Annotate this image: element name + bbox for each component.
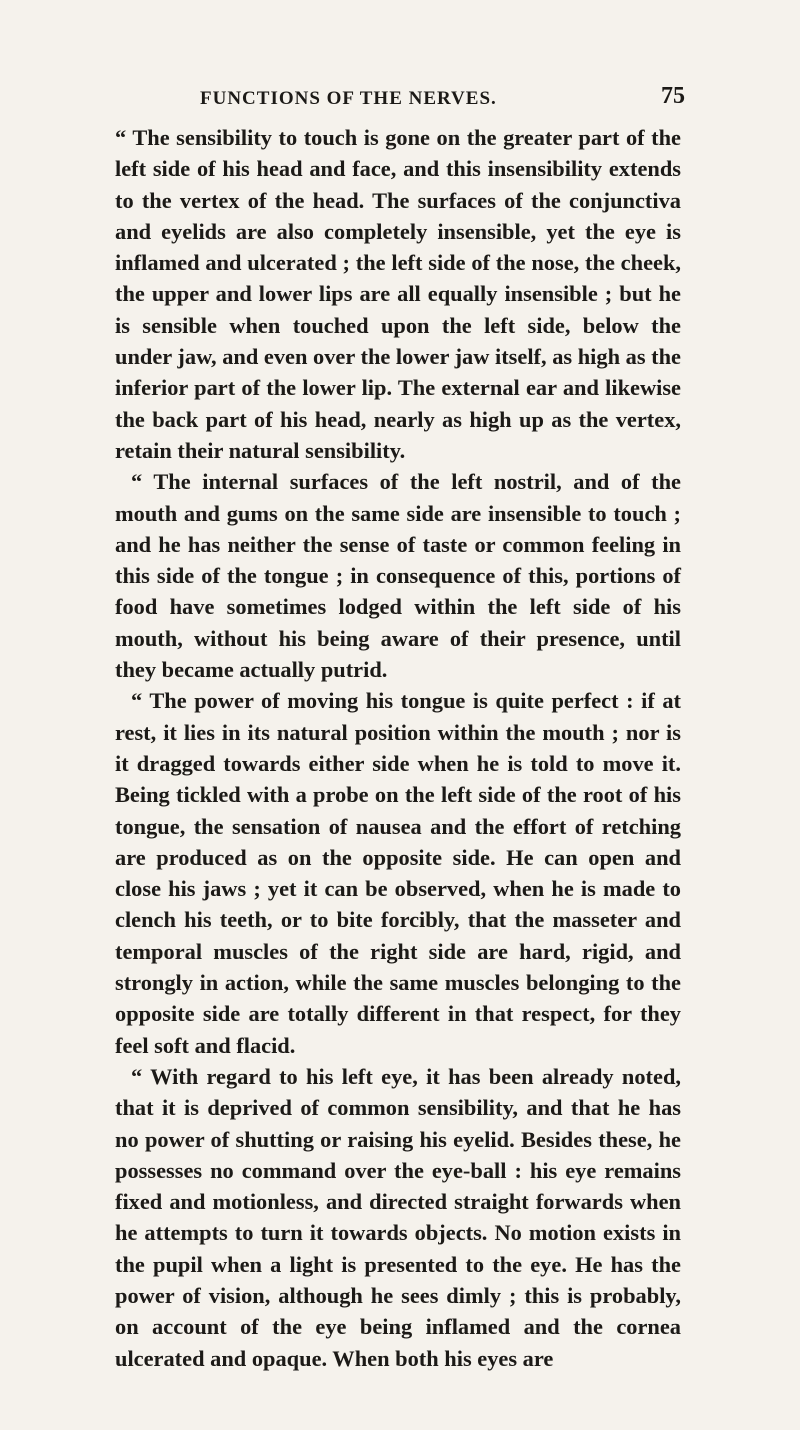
- paragraph: “ The sensibility to touch is gone on the greater part of the left side of his head and face, and this insensibility extends to the vertex of the head. The surfaces of the conjunctiva and eyelids are also completely insensible, yet the eye is inflamed and ulcerated ; the left side of the nose, the cheek, the upper and lower lips are all equally insensible ; but he is sensible when touched upon the left side, below the under jaw, and even over the lower jaw itself, as high as the inferior part of the lower lip. The external ear and likewise the back part of his head, nearly as high up as the vertex, retain their natural sensibility.: [115, 125, 681, 463]
- paragraph: “ The power of moving his tongue is quite perfect : if at rest, it lies in its natural position within the mouth ; nor is it dragged towards either side when he is told to move it. Being tickled with a probe on the left side of the root of his tongue, the sensation of nausea and the effort of retching are produced as on the opposite side. He can open and close his jaws ; yet it can be observed, when he is made to clench his teeth, or to bite forcibly, that the masseter and temporal muscles of the right side are hard, rigid, and strongly in action, while the same muscles belonging to the opposite side are totally different in that respect, for they feel soft and flacid.: [115, 688, 681, 1058]
- running-head: [190, 83, 685, 116]
- page-number: 75: [661, 83, 685, 109]
- running-title: FUNCTIONS OF THE NERVES.: [200, 88, 497, 109]
- body-text: [115, 122, 681, 1374]
- paragraph: “ The internal surfaces of the left nostril, and of the mouth and gums on the same side are insensible to touch ; and he has neither the sense of taste or common feeling in this side of the tongue ; in consequence of this, portions of food have sometimes lodged within the left side of his mouth, without his being aware of their presence, until they became actually putrid.: [115, 469, 681, 683]
- paragraph: “ With regard to his left eye, it has been already noted, that it is deprived of common sensibility, and that he has no power of shutting or raising his eyelid. Besides these, he possesses no command over the eye-ball : his eye remains fixed and motionless, and directed straight forwards when he attempts to turn it towards objects. No motion exists in the pupil when a light is presented to the eye. He has the power of vision, although he sees dimly ; this is probably, on account of the eye being inflamed and the cornea ulcerated and opaque. When both his eyes are: [115, 1063, 681, 1371]
